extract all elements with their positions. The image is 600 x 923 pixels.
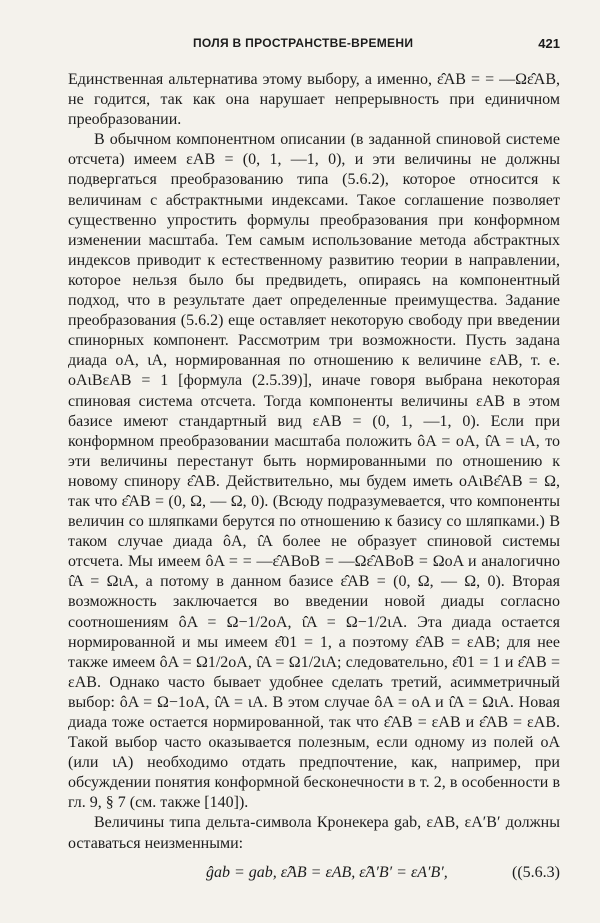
text-body [68,70,560,854]
paragraph-1: Единственная альтернатива этому выбору, а именно, ε̂AB = = —Ωε̂AB, не годится, так как она нарушает непрерывность при единичном преобразовании. [68,71,560,129]
page-header [0,36,600,56]
running-title: ПОЛЯ В ПРОСТРАНСТВЕ-ВРЕМЕНИ [193,36,414,50]
paragraph-2: В обычном компонентном описании (в заданной спиновой системе отсчета) имеем εAB = (0, 1, —1, 0), и эти величины не должны подвергаться преобразованию типа (5.6.2), которое относится к величинам с абстрактными индексами. Такое соглашение позволяет существенно упростить формулы преобразования при конформном изменении масштаба. Тем самым использование метода абстрактных индексов приводит к естественному развитию теории в направлении, которое нельзя было бы предвидеть, опираясь на компонентный подход, что в результате дает определенные преимущества. Задание преобразования (5.6.2) еще оставляет некоторую свободу при введении спинорных компонент. Рассмотрим три возможности. Пусть задана диада oA, ιA, нормированная по отношению к величине εAB, т. е. oAιBεAB = 1 [формула (2.5.39)], иначе говоря выбрана некоторая спиновая система отсчета. Тогда компоненты величины εAB в этом базисе имеют стандартный вид εAB = (0, 1, —1, 0). Если при конформном преобразовании масштаба положить ôA = oA, ι̂A = ιA, то эти величины перестанут быть нормированными по отношению к новому спинору ε̂AB. Действительно, мы будем иметь oAιBε̂AB = Ω, так что ε̂AB = (0, Ω, — Ω, 0). (Всюду подразумевается, что компоненты величин со шляпками берутся по отношению к базису со шляпками.) В таком случае диада ôA, ι̂A более не образует спиновой системы отсчета. Мы имеем ôA = = —ε̂ABoB = —Ωε̂ABoB = ΩoA и аналогично ι̂A = ΩιA, а потому в данном базисе ε̂AB = (0, Ω, — Ω, 0). Вторая возможность заключается во введении новой диады согласно соотношениям ôA = Ω−1/2oA, ι̂A = Ω−1/2ιA. Эта диада остается нормированной и мы имеем ε̂01 = 1, а поэтому ε̂AB = εAB; для нее также имеем ôA = Ω1/2oA, ι̂A = Ω1/2ιA; следовательно, ε̂01 = 1 и ε̂AB = εAB. Однако часто бывает удобнее сделать третий, асимметричный выбор: ôA = Ω−1oA, ι̂A = ιA. В этом случае ôA = oA и ι̂A = ΩιA. Новая диада тоже остается нормированной, так что ε̂AB = εAB и ε̂AB = εAB. Такой выбор часто оказывается полезным, если одному из полей oA (или ιA) необходимо отдать предпочтение, как, например, при обсуждении понятия конформной бесконечности в т. 2, в особенности в гл. 9, § 7 (см. также [140]). [68,131,560,812]
display-equation [68,860,560,888]
equation-formula: ĝab = gab, ε̂AB = εAB, ε̂A′B′ = εA′B′, [206,864,448,881]
equation-number: ((5.6.3) [512,864,560,881]
paragraph-3: Величины типа дельта-символа Кронекера gab, εAB, εA′B′ должны оставаться неизменными: [68,814,560,852]
page-number: 421 [538,36,560,51]
